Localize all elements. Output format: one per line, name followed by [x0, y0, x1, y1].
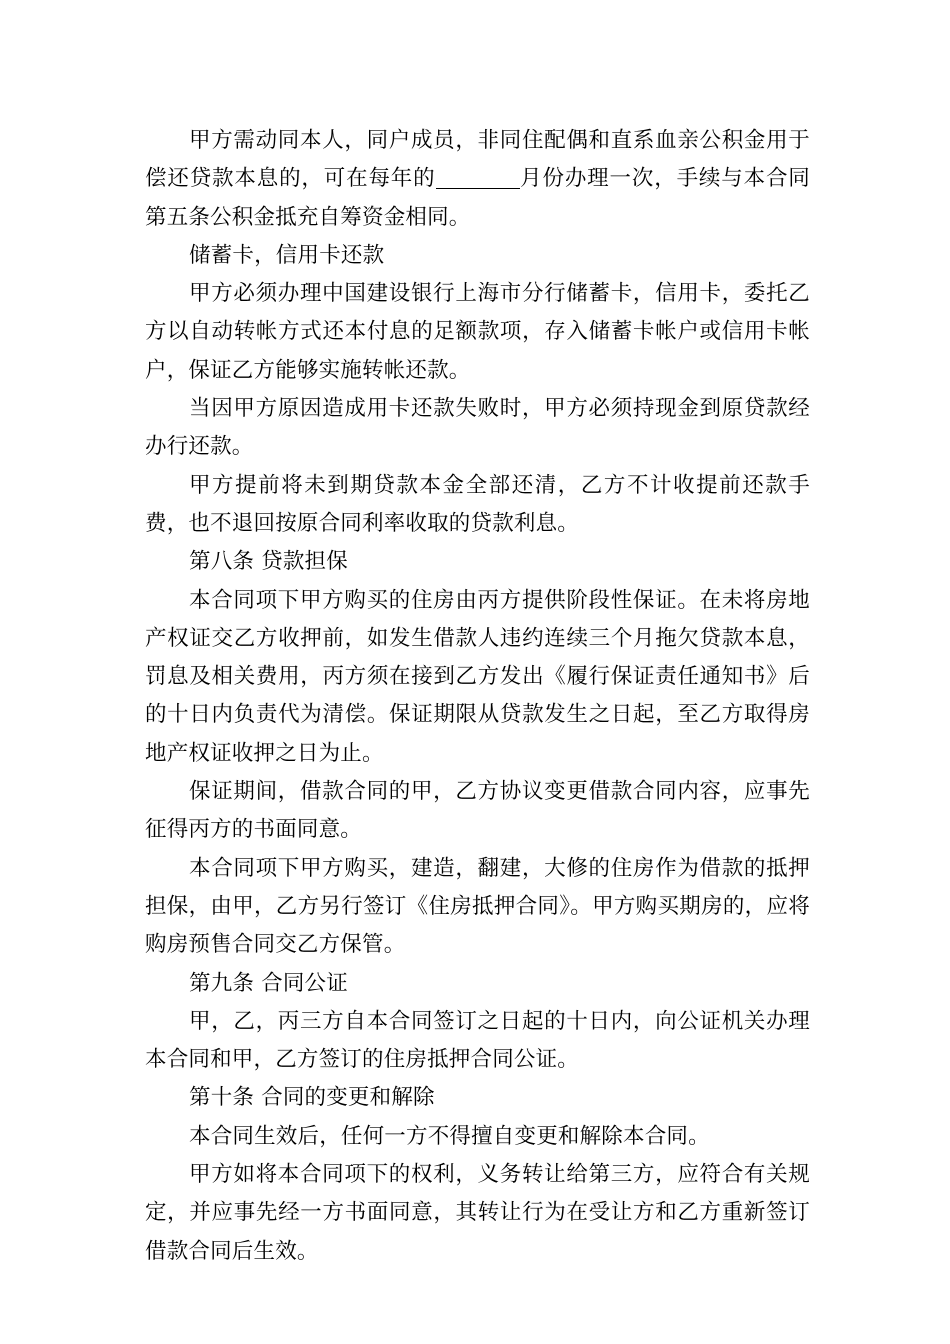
section-heading-article-10: 第十条 合同的变更和解除	[189, 1085, 435, 1111]
fill-in-blank[interactable]	[436, 166, 520, 189]
section-heading-card-repayment: 储蓄卡，信用卡还款	[189, 242, 385, 268]
paragraph-text: 月份办理一次，手续与本合同第五条公积金抵充自筹资金相同。	[145, 166, 810, 230]
paragraph-notarization: 甲，乙，丙三方自本合同签订之日起的十日内，向公证机关办理本合同和甲，乙方签订的住房抵押合同公证。	[145, 1008, 810, 1073]
paragraph-provident-fund	[145, 122, 810, 237]
paragraph-card-failure: 当因甲方原因造成用卡还款失败时，甲方必须持现金到原贷款经办行还款。	[145, 396, 810, 460]
paragraph-no-change: 本合同生效后，任何一方不得擅自变更和解除本合同。	[189, 1123, 710, 1149]
paragraph-card-account: 甲方必须办理中国建设银行上海市分行储蓄卡，信用卡，委托乙方以自动转帐方式还本付息的足额款项，存入储蓄卡帐户或信用卡帐户，保证乙方能够实施转帐还款。	[145, 281, 810, 383]
paragraph-guarantee: 本合同项下甲方购买的住房由丙方提供阶段性保证。在未将房地产权证交乙方收押前，如发生借款人违约连续三个月拖欠贷款本息，罚息及相关费用，丙方须在接到乙方发出《履行保证责任通知书》后的十日内负责代为清偿。保证期限从贷款发生之日起，至乙方取得房地产权证收押之日为止。	[145, 587, 810, 766]
section-heading-article-9: 第九条 合同公证	[189, 970, 348, 996]
paragraph-transfer: 甲方如将本合同项下的权利，义务转让给第三方，应符合有关规定，并应事先经一方书面同意，其转让行为在受让方和乙方重新签订借款合同后生效。	[145, 1162, 810, 1264]
section-heading-article-8: 第八条 贷款担保	[189, 549, 348, 575]
paragraph-mortgage: 本合同项下甲方购买，建造，翻建，大修的住房作为借款的抵押担保，由甲，乙方另行签订《住房抵押合同》。甲方购买期房的，应将购房预售合同交乙方保管。	[145, 855, 810, 958]
paragraph-text: 甲方需动同本人，同户成员，非同住配偶和直系血亲公积金用于偿还贷款本息的，可在每年的	[145, 128, 810, 192]
document-page	[145, 122, 810, 1271]
paragraph-guarantee-period: 保证期间，借款合同的甲，乙方协议变更借款合同内容，应事先征得丙方的书面同意。	[145, 779, 810, 843]
paragraph-early-repayment: 甲方提前将未到期贷款本金全部还清，乙方不计收提前还款手费，也不退回按原合同利率收取的贷款利息。	[145, 472, 810, 536]
